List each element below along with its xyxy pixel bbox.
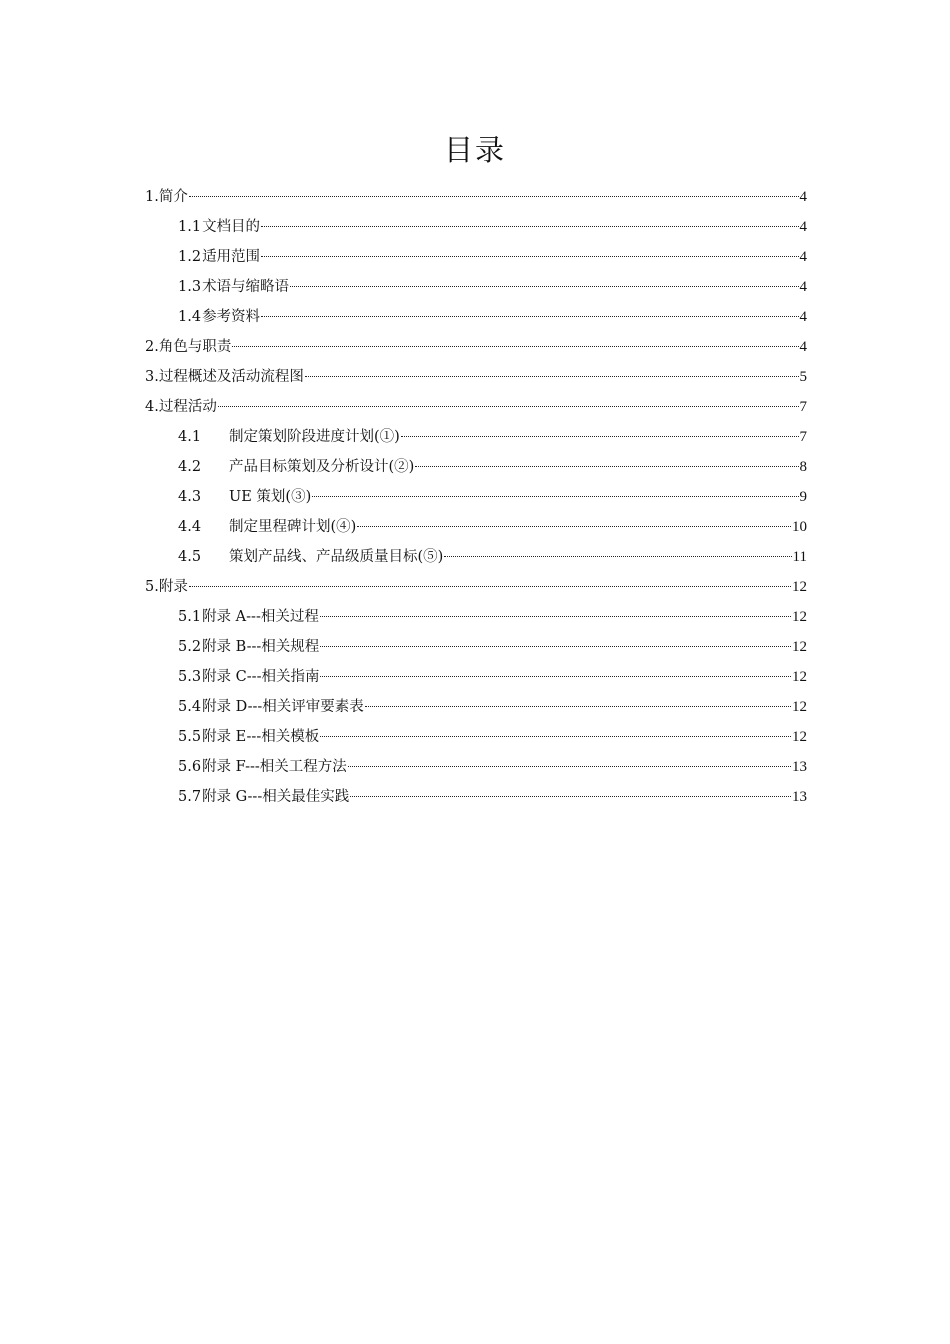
- toc-dot-leader: [261, 226, 798, 227]
- toc-page-number: 4: [799, 339, 807, 355]
- toc-page-number: 4: [799, 309, 807, 325]
- toc-entry-number: 4.1: [178, 429, 202, 445]
- toc-dot-leader: [232, 346, 798, 347]
- toc-entry-title: 术语与缩略语: [202, 279, 290, 295]
- toc-entry-number: 1.3: [178, 279, 202, 295]
- toc-entry[interactable]: [145, 722, 807, 752]
- toc-label: [178, 752, 347, 782]
- toc-entry-title: 附录 E---相关模板: [202, 729, 320, 745]
- toc-entry-title: 附录 A---相关过程: [202, 609, 319, 625]
- toc-dot-leader: [365, 706, 791, 707]
- toc-page-number: 12: [792, 579, 807, 595]
- toc-page-number: 7: [799, 399, 807, 415]
- toc-entry-title: 制定策划阶段进度计划(①): [229, 429, 400, 445]
- toc-entry-title: 角色与职责: [158, 339, 232, 355]
- toc-entry[interactable]: [145, 542, 807, 572]
- toc-entry-number: 5.2: [178, 639, 202, 655]
- toc-dot-leader: [261, 316, 798, 317]
- toc-page-number: 12: [792, 699, 807, 715]
- toc-dot-leader: [189, 586, 791, 587]
- toc-entry-title: 简介: [158, 189, 188, 205]
- toc-page-number: 12: [792, 639, 807, 655]
- toc-label: [178, 692, 364, 722]
- toc-page-number: 4: [799, 249, 807, 265]
- toc-entry-number: 5.1: [178, 609, 202, 625]
- toc-entry-number: 5.3: [178, 669, 202, 685]
- toc-dot-leader: [189, 196, 799, 197]
- toc-entry[interactable]: [145, 302, 807, 332]
- toc-entry-number: 1.: [145, 189, 159, 205]
- toc-entry[interactable]: [145, 782, 807, 812]
- toc-entry-title: 过程活动: [158, 399, 217, 415]
- toc-dot-leader: [320, 616, 791, 617]
- toc-entry-title: 附录 B---相关规程: [202, 639, 320, 655]
- toc-entry-number: 4.2: [178, 459, 202, 475]
- toc-entry-title: 过程概述及活动流程图: [158, 369, 304, 385]
- toc-entry[interactable]: [145, 752, 807, 782]
- toc-dot-leader: [320, 646, 791, 647]
- toc-entry-title: 附录 G---相关最佳实践: [202, 789, 350, 805]
- toc-page-number: 8: [799, 459, 807, 475]
- toc-entry[interactable]: [145, 482, 807, 512]
- toc-entry[interactable]: [145, 392, 807, 422]
- toc-label: [145, 362, 304, 392]
- toc-entry-number: 5.: [145, 579, 159, 595]
- toc-page-number: 4: [799, 219, 807, 235]
- toc-page-number: 9: [799, 489, 807, 505]
- toc-entry-title: 产品目标策划及分析设计(②): [229, 459, 415, 475]
- toc-entry-number: 4.4: [178, 519, 202, 535]
- toc-label: [178, 212, 260, 242]
- toc-dot-leader: [357, 526, 791, 527]
- toc-label: [178, 782, 349, 812]
- toc-label: [145, 572, 188, 602]
- toc-entry-number: 1.4: [178, 309, 202, 325]
- toc-entry[interactable]: [145, 212, 807, 242]
- toc-entry-number: 1.1: [178, 219, 202, 235]
- toc-dot-leader: [320, 736, 791, 737]
- toc-entry-title: 参考资料: [202, 309, 261, 325]
- toc-entry-number: 5.7: [178, 789, 202, 805]
- toc-page-number: 10: [792, 519, 807, 535]
- toc-entry[interactable]: [145, 362, 807, 392]
- toc-dot-leader: [350, 796, 791, 797]
- toc-entry-number: 4.: [145, 399, 159, 415]
- toc-dot-leader: [444, 556, 791, 557]
- toc-entry[interactable]: [145, 422, 807, 452]
- toc-entry[interactable]: [145, 332, 807, 362]
- toc-entry-number: 5.6: [178, 759, 202, 775]
- toc-page-number: 12: [792, 669, 807, 685]
- toc-label: [178, 662, 319, 692]
- toc-page-number: 11: [792, 549, 807, 565]
- table-of-contents: [145, 182, 807, 812]
- toc-entry[interactable]: [145, 452, 807, 482]
- toc-label: [178, 452, 414, 482]
- toc-page-number: 13: [792, 789, 807, 805]
- toc-dot-leader: [320, 676, 791, 677]
- toc-entry-title: UE 策划(③): [229, 489, 312, 505]
- toc-page-number: 7: [799, 429, 807, 445]
- toc-label: [178, 722, 319, 752]
- toc-dot-leader: [305, 376, 799, 377]
- toc-entry-number: 1.2: [178, 249, 202, 265]
- toc-page-number: 4: [799, 189, 807, 205]
- toc-entry-title: 附录 F---相关工程方法: [202, 759, 347, 775]
- toc-entry-number: 4.3: [178, 489, 202, 505]
- toc-label: [178, 242, 260, 272]
- toc-dot-leader: [218, 406, 799, 407]
- toc-page-number: 4: [799, 279, 807, 295]
- toc-entry[interactable]: [145, 572, 807, 602]
- toc-label: [178, 542, 443, 572]
- toc-label: [145, 332, 231, 362]
- toc-entry[interactable]: [145, 182, 807, 212]
- toc-label: [178, 272, 289, 302]
- toc-entry-title: 附录 C---相关指南: [202, 669, 320, 685]
- toc-dot-leader: [415, 466, 798, 467]
- toc-entry[interactable]: [145, 512, 807, 542]
- toc-entry[interactable]: [145, 272, 807, 302]
- toc-entry-number: 3.: [145, 369, 159, 385]
- toc-entry-title: 附录: [158, 579, 188, 595]
- toc-dot-leader: [261, 256, 798, 257]
- toc-page-number: 5: [799, 369, 807, 385]
- toc-label: [178, 422, 400, 452]
- toc-entry-title: 制定里程碑计划(④): [229, 519, 357, 535]
- toc-label: [178, 512, 356, 542]
- toc-entry[interactable]: [145, 602, 807, 632]
- toc-dot-leader: [312, 496, 798, 497]
- toc-entry-number: 4.5: [178, 549, 202, 565]
- toc-entry[interactable]: [145, 632, 807, 662]
- toc-entry-number: 5.5: [178, 729, 202, 745]
- toc-entry-title: 附录 D---相关评审要素表: [202, 699, 364, 715]
- toc-page-number: 12: [792, 609, 807, 625]
- toc-entry-title: 适用范围: [202, 249, 261, 265]
- toc-label: [178, 302, 260, 332]
- toc-label: [178, 482, 311, 512]
- toc-dot-leader: [290, 286, 798, 287]
- toc-entry-title: 策划产品线、产品级质量目标(⑤): [229, 549, 444, 565]
- toc-entry[interactable]: [145, 662, 807, 692]
- toc-entry-number: 5.4: [178, 699, 202, 715]
- toc-page-number: 12: [792, 729, 807, 745]
- toc-label: [178, 602, 319, 632]
- toc-page-number: 13: [792, 759, 807, 775]
- toc-entry-title: 文档目的: [202, 219, 261, 235]
- toc-entry[interactable]: [145, 692, 807, 722]
- toc-label: [145, 182, 188, 212]
- toc-entry[interactable]: [145, 242, 807, 272]
- toc-label: [145, 392, 217, 422]
- toc-label: [178, 632, 319, 662]
- toc-dot-leader: [348, 766, 791, 767]
- toc-dot-leader: [401, 436, 799, 437]
- page-title: 目录: [443, 133, 506, 167]
- toc-entry-number: 2.: [145, 339, 159, 355]
